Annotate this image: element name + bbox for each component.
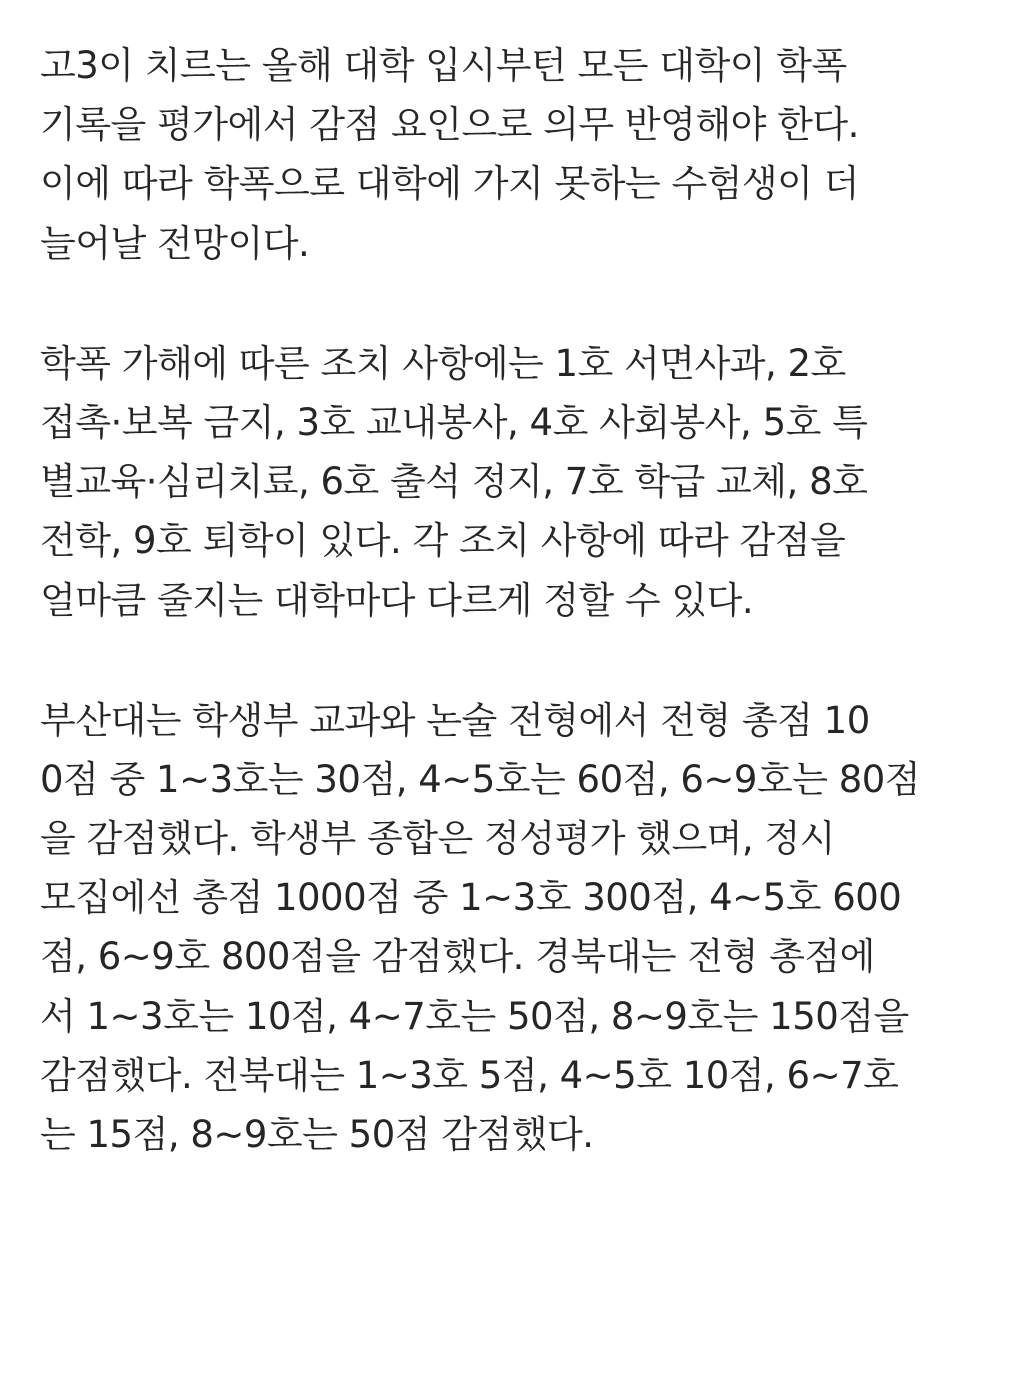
text-line: 얼마큼 줄지는 대학마다 다르게 정할 수 있다.: [40, 578, 754, 622]
text-line: 학폭 가해에 따른 조치 사항에는 1호 서면사과, 2호: [40, 341, 846, 385]
text-line: 0점 중 1~3호는 30점, 4~5호는 60점, 6~9호는 80점: [40, 757, 921, 801]
paragraph-measures: [40, 334, 990, 630]
text-line: 는 15점, 8~9호는 50점 감점했다.: [40, 1113, 594, 1156]
text-line: 고3이 치르는 올해 대학 입시부턴 모든 대학이 학폭: [40, 44, 847, 87]
text-line: 을 감점했다. 학생부 종합은 정성평가 했으며, 정시: [40, 817, 835, 861]
paragraph-intro: [40, 36, 990, 273]
paragraph-university-deductions: [40, 691, 990, 1165]
text-line: 별교육·심리치료, 6호 출석 정지, 7호 학급 교체, 8호: [40, 460, 868, 504]
text-line: 부산대는 학생부 교과와 논술 전형에서 전형 총점 10: [40, 698, 870, 742]
text-line: 이에 따라 학폭으로 대학에 가지 못하는 수험생이 더: [40, 162, 859, 206]
text-line: 감점했다. 전북대는 1~3호 5점, 4~5호 10점, 6~7호: [40, 1053, 899, 1097]
text-line: 점, 6~9호 800점을 감점했다. 경북대는 전형 총점에: [40, 935, 875, 979]
text-line: 전학, 9호 퇴학이 있다. 각 조치 사항에 따라 감점을: [40, 519, 846, 563]
article-body: [40, 36, 990, 1164]
text-line: 모집에선 총점 1000점 중 1~3호 300점, 4~5호 600: [40, 876, 902, 920]
text-line: 접촉·보복 금지, 3호 교내봉사, 4호 사회봉사, 5호 특: [40, 400, 868, 444]
text-line: 기록을 평가에서 감점 요인으로 의무 반영해야 한다.: [40, 103, 859, 147]
text-line: 늘어날 전망이다.: [40, 221, 310, 265]
text-line: 서 1~3호는 10점, 4~7호는 50점, 8~9호는 150점을: [40, 994, 909, 1038]
